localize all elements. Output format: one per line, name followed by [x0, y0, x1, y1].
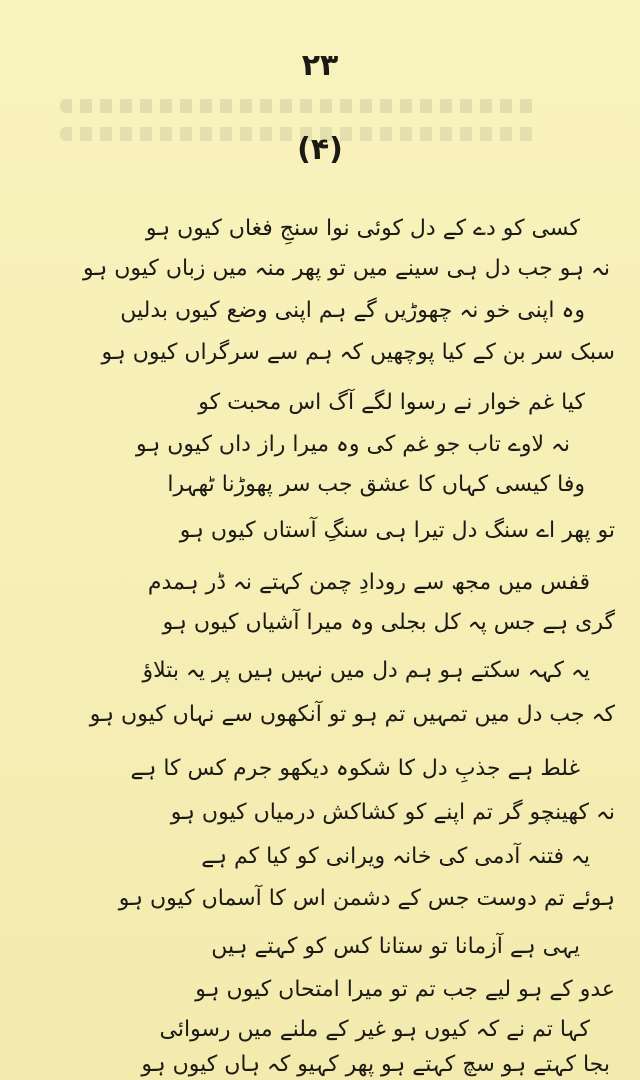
- verse-line-1: کسی کو دے کے دل کوئی نوا سنجِ فغاں کیوں ہو: [145, 216, 580, 241]
- verse-line-20: بجا کہتے ہو سچ کہتے ہو پھر کہیو کہ ہاں کیوں ہو: [141, 1052, 610, 1077]
- verse-line-9: قفس میں مجھ سے رودادِ چمن کہتے نہ ڈر ہمدم: [147, 570, 590, 595]
- verse-line-7: وفا کیسی کہاں کا عشق جب سر پھوڑنا ٹھہرا: [167, 472, 585, 497]
- verse-line-11: یہ کہہ سکتے ہو ہم دل میں نہیں ہیں پر یہ بتلاؤ: [142, 658, 590, 683]
- verse-line-13: غلط ہے جذبِ دل کا شکوہ دیکھو جرم کس کا ہے: [130, 756, 580, 781]
- page-number: ۲۳: [301, 48, 339, 83]
- verse-line-16: ہوئے تم دوست جس کے دشمن اس کا آسماں کیوں ہو: [118, 886, 615, 911]
- verse-line-12: کہ جب دل میں تمہیں تم ہو تو آنکھوں سے نہاں کیوں ہو: [89, 702, 615, 727]
- verse-line-6: نہ لاوے تاب جو غم کی وہ میرا راز داں کیوں ہو: [136, 432, 570, 457]
- verse-line-15: یہ فتنہ آدمی کی خانہ ویرانی کو کیا کم ہے: [201, 844, 590, 869]
- verse-line-18: عدو کے ہو لیے جب تم تو میرا امتحاں کیوں ہو: [195, 977, 615, 1002]
- verse-line-19: کہا تم نے کہ کیوں ہو غیر کے ملنے میں رسوائی: [159, 1017, 590, 1042]
- verse-line-4: سبک سر بن کے کیا پوچھیں کہ ہم سے سرگراں کیوں ہو: [101, 340, 615, 365]
- verse-line-2: نہ ہو جب دل ہی سینے میں تو پھر منہ میں زباں کیوں ہو: [82, 256, 610, 281]
- verse-line-5: کیا غم خوار نے رسوا لگے آگ اس محبت کو: [198, 390, 585, 415]
- verse-line-14: نہ کھینچو گر تم اپنے کو کشاکش درمیاں کیوں ہو: [170, 800, 615, 825]
- ghazal-number: (۴): [297, 132, 343, 167]
- verse-line-10: گری ہے جس پہ کل بجلی وہ میرا آشیاں کیوں ہو: [162, 610, 615, 635]
- verse-line-17: یہی ہے آزمانا تو ستانا کس کو کہتے ہیں: [211, 934, 580, 959]
- verse-line-8: تو پھر اے سنگ دل تیرا ہی سنگِ آستاں کیوں ہو: [179, 518, 615, 543]
- verse-line-3: وہ اپنی خو نہ چھوڑیں گے ہم اپنی وضع کیوں بدلیں: [120, 298, 585, 323]
